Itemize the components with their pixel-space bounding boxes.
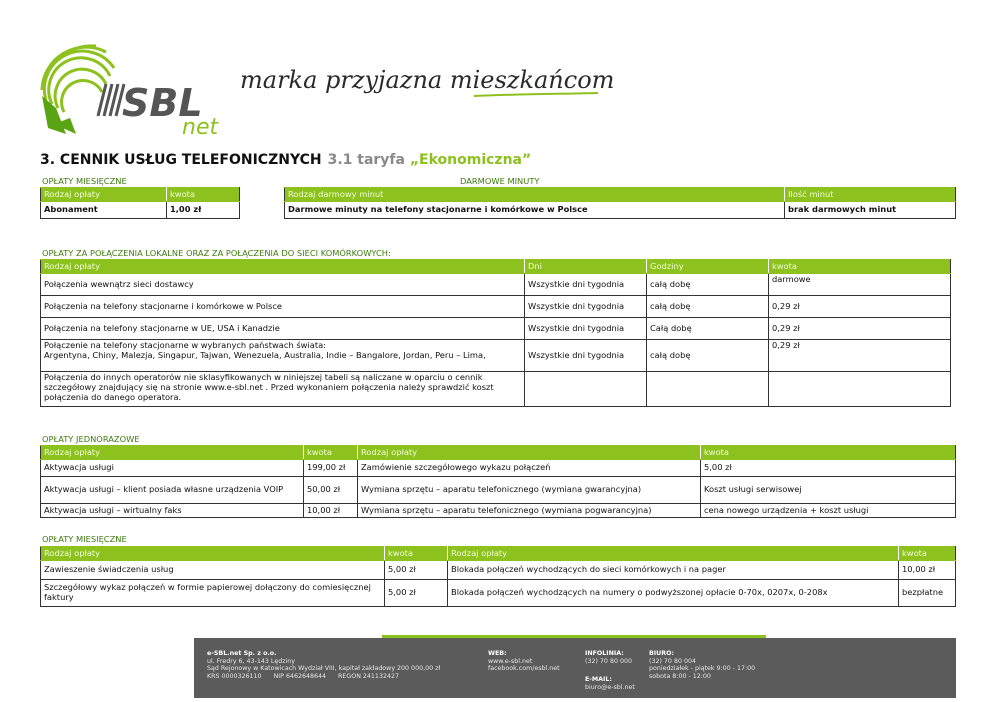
footer-web <box>488 650 560 673</box>
fee-amount: 10,00 zł <box>899 561 956 580</box>
fee-type: Zamówienie szczegółowego wykazu połączeń <box>358 460 701 477</box>
call-type: Połączenia na telefony stacjonarne w UE, USA i Kanadzie <box>41 318 525 340</box>
slogan-text: marka przyjazna mieszkańcom <box>240 66 615 94</box>
col-header: kwota <box>769 260 951 274</box>
call-hours: całą dobę <box>647 274 769 296</box>
minutes-count: brak darmowych minut <box>785 202 956 219</box>
col-header: kwota <box>385 547 448 561</box>
table-row <box>285 202 956 219</box>
footer-biuro <box>649 650 755 681</box>
fee-amount: 5,00 zł <box>385 561 448 580</box>
company-name: e-SBL.net Sp. z o.o. <box>207 650 277 657</box>
one-time-fees-label: OPŁATY JEDNORAZOWE <box>42 434 140 444</box>
call-amount: 0,29 zł <box>769 296 951 318</box>
table-header-row <box>41 260 951 274</box>
call-days <box>525 372 647 407</box>
call-amount: 0,29 zł <box>769 340 951 372</box>
one-time-fees-table <box>40 445 956 518</box>
fee-type: Aktywacja usługi – wirtualny faks <box>41 504 304 518</box>
logo-sub: net <box>182 115 219 138</box>
title-sub <box>328 152 532 168</box>
col-header: Godziny <box>647 260 769 274</box>
web-title: WEB: <box>488 650 507 657</box>
logo-text: SBL <box>122 81 203 125</box>
call-hours: Całą dobę <box>647 318 769 340</box>
call-amount: 0,29 zł <box>769 318 951 340</box>
fee-amount: bezpłatne <box>899 580 956 607</box>
col-header: Rodzaj opłaty <box>41 188 167 202</box>
table-row <box>41 477 956 504</box>
biuro-phone: (32) 70 80 004 <box>649 657 696 665</box>
web-link[interactable]: www.e-sbl.net <box>488 657 533 665</box>
logo-swirl-icon <box>36 38 226 138</box>
biuro-hours: poniedziałek - piątek 9:00 - 17:00 <box>649 665 756 673</box>
minutes-type: Darmowe minuty na telefony stacjonarne i komórkowe w Polsce <box>285 202 785 219</box>
fee-type: Szczegółowy wykaz połączeń w formie papierowej dołączony do comiesięcznej faktury <box>41 580 385 607</box>
col-header: kwota <box>701 446 956 460</box>
infolinia-title: INFOLINIA: <box>585 650 624 657</box>
facebook-link[interactable]: facebook.com/esbl.net <box>488 665 560 673</box>
call-hours <box>647 372 769 407</box>
call-type-note: Połączenia do innych operatorów nie sklasyfikowanych w niniejszej tabeli są naliczane w oparciu o cennik szczegółowy znajdujący się na stronie www.e-sbl.net . Przed wykonaniem połączenia należy sprawdzić koszt połączenia do danego operatora. <box>41 372 525 407</box>
call-type: Połączenia na telefony stacjonarne i komórkowe w Polsce <box>41 296 525 318</box>
footer-company <box>207 650 440 681</box>
call-type: Połączenie na telefony stacjonarne w wybranych państwach świata: Argentyna, Chiny, Malezja, Singapur, Tajwan, Wenezuela, Australia, Indie – Bangalore, Jordan, Peru – Lima, <box>41 340 525 372</box>
col-header: Rodzaj opłaty <box>41 260 525 274</box>
call-days: Wszystkie dni tygodnia <box>525 340 647 372</box>
col-header: kwota <box>899 547 956 561</box>
col-header: kwota <box>167 188 240 202</box>
slogan <box>238 58 618 106</box>
fee-amount: cena nowego urządzenia + koszt usługi <box>701 504 956 518</box>
table-row <box>41 340 951 372</box>
table-header-row <box>41 446 956 460</box>
fee-type: Wymiana sprzętu – aparatu telefonicznego (wymiana gwarancyjna) <box>358 477 701 504</box>
footer-infolinia <box>585 650 632 665</box>
company-line: ul. Fredry 6, 43-143 Lędziny <box>207 657 296 665</box>
fee-type: Aktywacja usługi <box>41 460 304 477</box>
col-header: Rodzaj opłaty <box>358 446 701 460</box>
call-hours: całą dobę <box>647 340 769 372</box>
table-header-row <box>41 547 956 561</box>
fee-amount: 50,00 zł <box>304 477 358 504</box>
col-header: Ilość minut <box>785 188 956 202</box>
fee-amount: 10,00 zł <box>304 504 358 518</box>
biuro-title: BIURO: <box>649 650 674 657</box>
monthly-fees-2-label: OPŁATY MIESIĘCZNE <box>42 534 127 544</box>
fee-amount: 1,00 zł <box>167 202 240 219</box>
table-header-row <box>285 188 956 202</box>
call-amount: darmowe <box>769 274 951 296</box>
col-header: Dni <box>525 260 647 274</box>
table-row <box>41 202 240 219</box>
company-line: Sąd Rejonowy w Katowicach Wydział VIII, kapitał zakładowy 200 000,00 zł <box>207 665 441 673</box>
table-row <box>41 580 956 607</box>
title-main: 3. CENNIK USŁUG TELEFONICZNYCH <box>40 152 322 168</box>
fee-type: Blokada połączeń wychodzących na numery o podwyższonej opłacie 0-70x, 0207x, 0-208x <box>448 580 899 607</box>
fee-type: Abonament <box>41 202 167 219</box>
col-header: Rodzaj darmowy minut <box>285 188 785 202</box>
col-header: kwota <box>304 446 358 460</box>
infolinia-phone: (32) 70 80 000 <box>585 657 632 665</box>
fee-type: Aktywacja usługi – klient posiada własne urządzenia VOIP <box>41 477 304 504</box>
fee-type: Blokada połączeń wychodzących do sieci komórkowych i na pager <box>448 561 899 580</box>
email-title: E-MAIL: <box>585 676 612 683</box>
monthly-fees-table <box>40 187 240 219</box>
company-line: KRS 0000326110 NIP 6462648644 REGON 241132427 <box>207 673 399 681</box>
title-sub-prefix: 3.1 taryfa <box>327 152 410 168</box>
col-header: Rodzaj opłaty <box>41 547 385 561</box>
tariff-name: „Ekonomiczna” <box>409 152 532 168</box>
fee-type: Wymiana sprzętu – aparatu telefonicznego (wymiana pogwarancyjna) <box>358 504 701 518</box>
table-row <box>41 318 951 340</box>
footer <box>194 638 956 698</box>
free-minutes-table <box>284 187 956 219</box>
fee-amount: Koszt usługi serwisowej <box>701 477 956 504</box>
biuro-hours: sobota 8:00 - 12:00 <box>649 673 711 681</box>
monthly-fees-label: OPŁATY MIESIĘCZNE <box>42 176 127 186</box>
table-row <box>41 372 951 407</box>
sbl-net-logo <box>36 38 226 138</box>
local-calls-table <box>40 259 951 407</box>
call-type: Połączenia wewnątrz sieci dostawcy <box>41 274 525 296</box>
table-row <box>41 561 956 580</box>
fee-amount: 199,00 zł <box>304 460 358 477</box>
email-link[interactable]: biuro@e-sbl.net <box>585 683 635 691</box>
call-days: Wszystkie dni tygodnia <box>525 318 647 340</box>
call-days: Wszystkie dni tygodnia <box>525 296 647 318</box>
footer-email <box>585 676 635 691</box>
table-row <box>41 460 956 477</box>
col-header: Rodzaj opłaty <box>41 446 304 460</box>
fee-amount: 5,00 zł <box>385 580 448 607</box>
page-title <box>40 152 531 168</box>
call-hours: całą dobę <box>647 296 769 318</box>
table-row <box>41 296 951 318</box>
call-amount <box>769 372 951 407</box>
local-calls-label: OPŁATY ZA POŁĄCZENIA LOKALNE ORAZ ZA POŁĄCZENIA DO SIECI KOMÓRKOWYCH: <box>42 248 391 258</box>
fee-amount: 5,00 zł <box>701 460 956 477</box>
col-header: Rodzaj opłaty <box>448 547 899 561</box>
table-row <box>41 274 951 296</box>
table-header-row <box>41 188 240 202</box>
fee-type: Zawieszenie świadczenia usług <box>41 561 385 580</box>
call-days: Wszystkie dni tygodnia <box>525 274 647 296</box>
monthly-fees-2-table <box>40 546 956 607</box>
table-row <box>41 504 956 518</box>
free-minutes-label: DARMOWE MINUTY <box>460 176 540 186</box>
